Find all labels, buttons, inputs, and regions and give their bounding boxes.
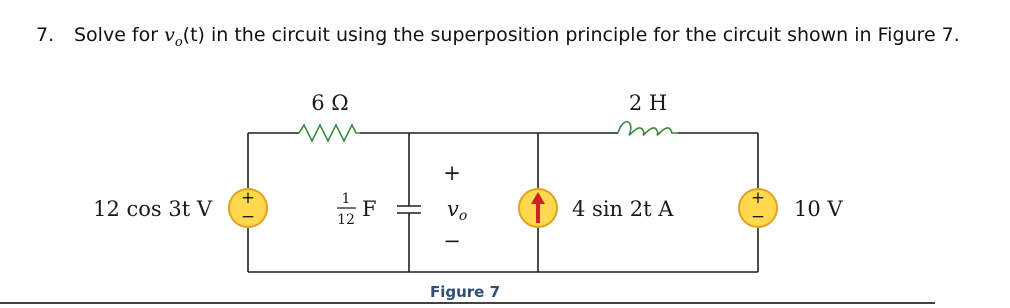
resistor-label: 6 Ω bbox=[311, 91, 349, 115]
capacitor-symbol bbox=[397, 206, 421, 213]
capacitor-frac-num: 1 bbox=[341, 191, 351, 207]
question-number: 7. bbox=[36, 24, 55, 46]
circuit-wires bbox=[248, 133, 758, 272]
vo-plus: + bbox=[443, 161, 461, 185]
current-source-symbol bbox=[519, 189, 557, 227]
question-variable-main: v bbox=[164, 24, 175, 46]
voltage-source-1-plus: + bbox=[240, 188, 256, 208]
current-source-label: 4 sin 2t A bbox=[572, 197, 674, 221]
bottom-divider bbox=[0, 302, 935, 304]
capacitor-unit: F bbox=[362, 197, 377, 221]
capacitor-frac-den: 12 bbox=[337, 212, 355, 228]
vo-label-main: v bbox=[447, 197, 459, 221]
voltage-source-1-minus: − bbox=[240, 207, 256, 227]
vo-label bbox=[447, 197, 467, 224]
figure-caption bbox=[0, 283, 930, 301]
voltage-source-2-plus: + bbox=[750, 188, 766, 208]
question-text-before: Solve for bbox=[74, 24, 165, 46]
vo-minus: − bbox=[443, 229, 461, 253]
voltage-source-1-symbol bbox=[229, 188, 267, 227]
capacitor-label bbox=[337, 191, 377, 228]
inductor-label: 2 H bbox=[628, 91, 668, 115]
resistor-symbol bbox=[299, 125, 360, 141]
question-text-after: (t) in the circuit using the superposition principle for the circuit shown in Figure 7. bbox=[182, 24, 960, 46]
vo-label-sub: o bbox=[458, 208, 468, 224]
voltage-source-2-minus: − bbox=[750, 207, 766, 227]
inductor-symbol bbox=[618, 122, 678, 135]
figure-caption-text: Figure 7 bbox=[429, 283, 501, 301]
voltage-source-2-label: 10 V bbox=[794, 197, 843, 221]
voltage-source-2-symbol bbox=[739, 188, 777, 227]
voltage-source-1-label: 12 cos 3t V bbox=[93, 197, 212, 221]
question-variable-sub: o bbox=[174, 34, 183, 50]
